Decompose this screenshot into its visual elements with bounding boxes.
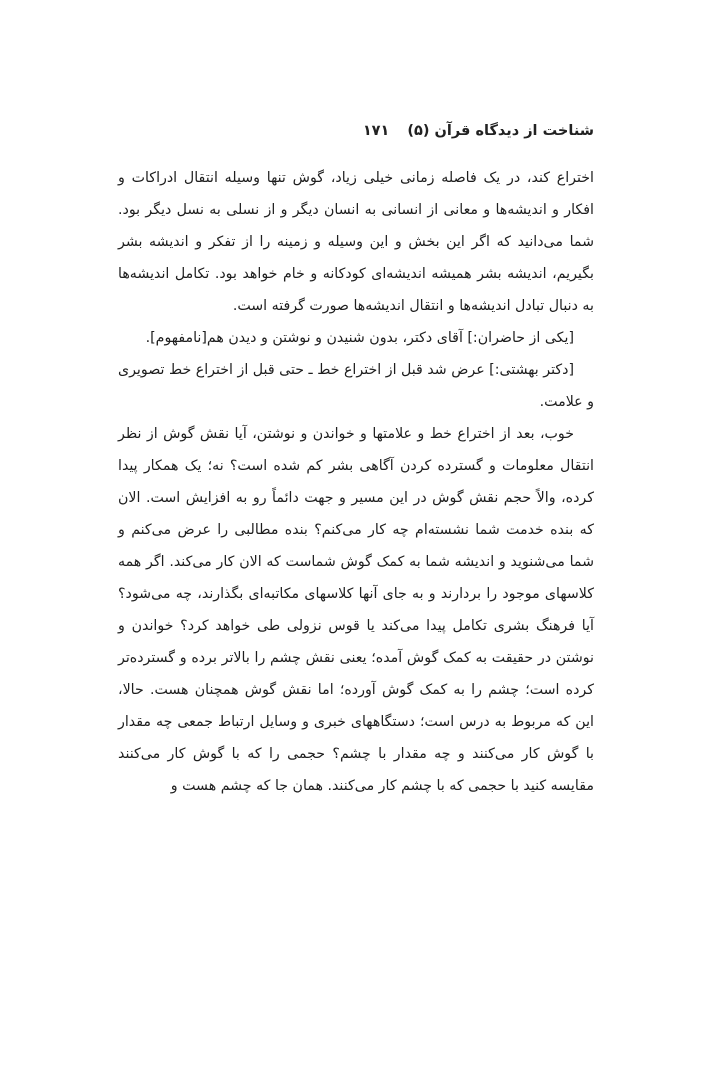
paragraph-4: خوب، بعد از اختراع خط و علامتها و خواندن و نوشتن، آیا نقش گوش از نظر انتقال معلومات و گسترده کردن آگاهی بشر کم شده است؟ نه؛ یک همکار پیدا کرده، والاً حجم نقش گوش در این مسیر و جهت دائماً رو به افزایش است. الان که بنده خدمت شما نشسته‌ام چه کار می‌کنم؟ بنده مطالبی را عرض می‌کنم و شما می‌شنوید و اندیشه شما به کمک گوش شماست که الان کار می‌کند. اگر همه کلاسهای موجود را بردارند و به جای آنها کلاسهای مکاتبه‌ای بگذارند، چه می‌شود؟ آیا فرهنگ بشری تکامل پیدا می‌کند یا قوس نزولی طی خواهد کرد؟ خواندن و نوشتن در حقیقت به کمک گوش آمده؛ یعنی نقش چشم را بالاتر برده و گسترده‌تر کرده است؛ چشم را به کمک گوش آورده؛ اما نقش گوش همچنان هست. حالا، این که مربوط به درس است؛ دستگاههای خبری و وسایل ارتباط جمعی چه مقدار با گوش کار می‌کنند و چه مقدار با چشم؟ حجمی را که با گوش کار می‌کنند مقایسه کنید با حجمی که با چشم کار می‌کنند. همان جا که چشم هست و xyxy=(118,426,594,794)
page-number: ۱۷۱ xyxy=(362,123,390,139)
paragraph-3: [دکتر بهشتی:] عرض شد قبل از اختراع خط ـ حتی قبل از اختراع خط تصویری و علامت. xyxy=(118,362,594,410)
page-header xyxy=(118,118,594,144)
paragraph-2: [یکی از حاضران:] آقای دکتر، بدون شنیدن و نوشتن و دیدن هم[نامفهوم]. xyxy=(145,330,574,346)
paragraph-1: اختراع کند، در یک فاصله زمانی خیلی زیاد، گوش تنها وسیله انتقال ادراکات و افکار و اندیشه‌ها و معانی از انسانی به انسان دیگر و از نسلی به نسل دیگر بود. شما می‌دانید که اگر این بخش و این وسیله و زمینه را از تفکر و اندیشه بشر بگیریم، اندیشه بشر همیشه اندیشه‌ای کودکانه و خام خواهد بود. تکامل اندیشه‌ها به دنبال تبادل اندیشه‌ها و انتقال اندیشه‌ها صورت گرفته است. xyxy=(118,170,594,314)
body-text xyxy=(118,162,594,802)
running-title: شناخت از دیدگاه قرآن (۵) xyxy=(407,123,594,139)
